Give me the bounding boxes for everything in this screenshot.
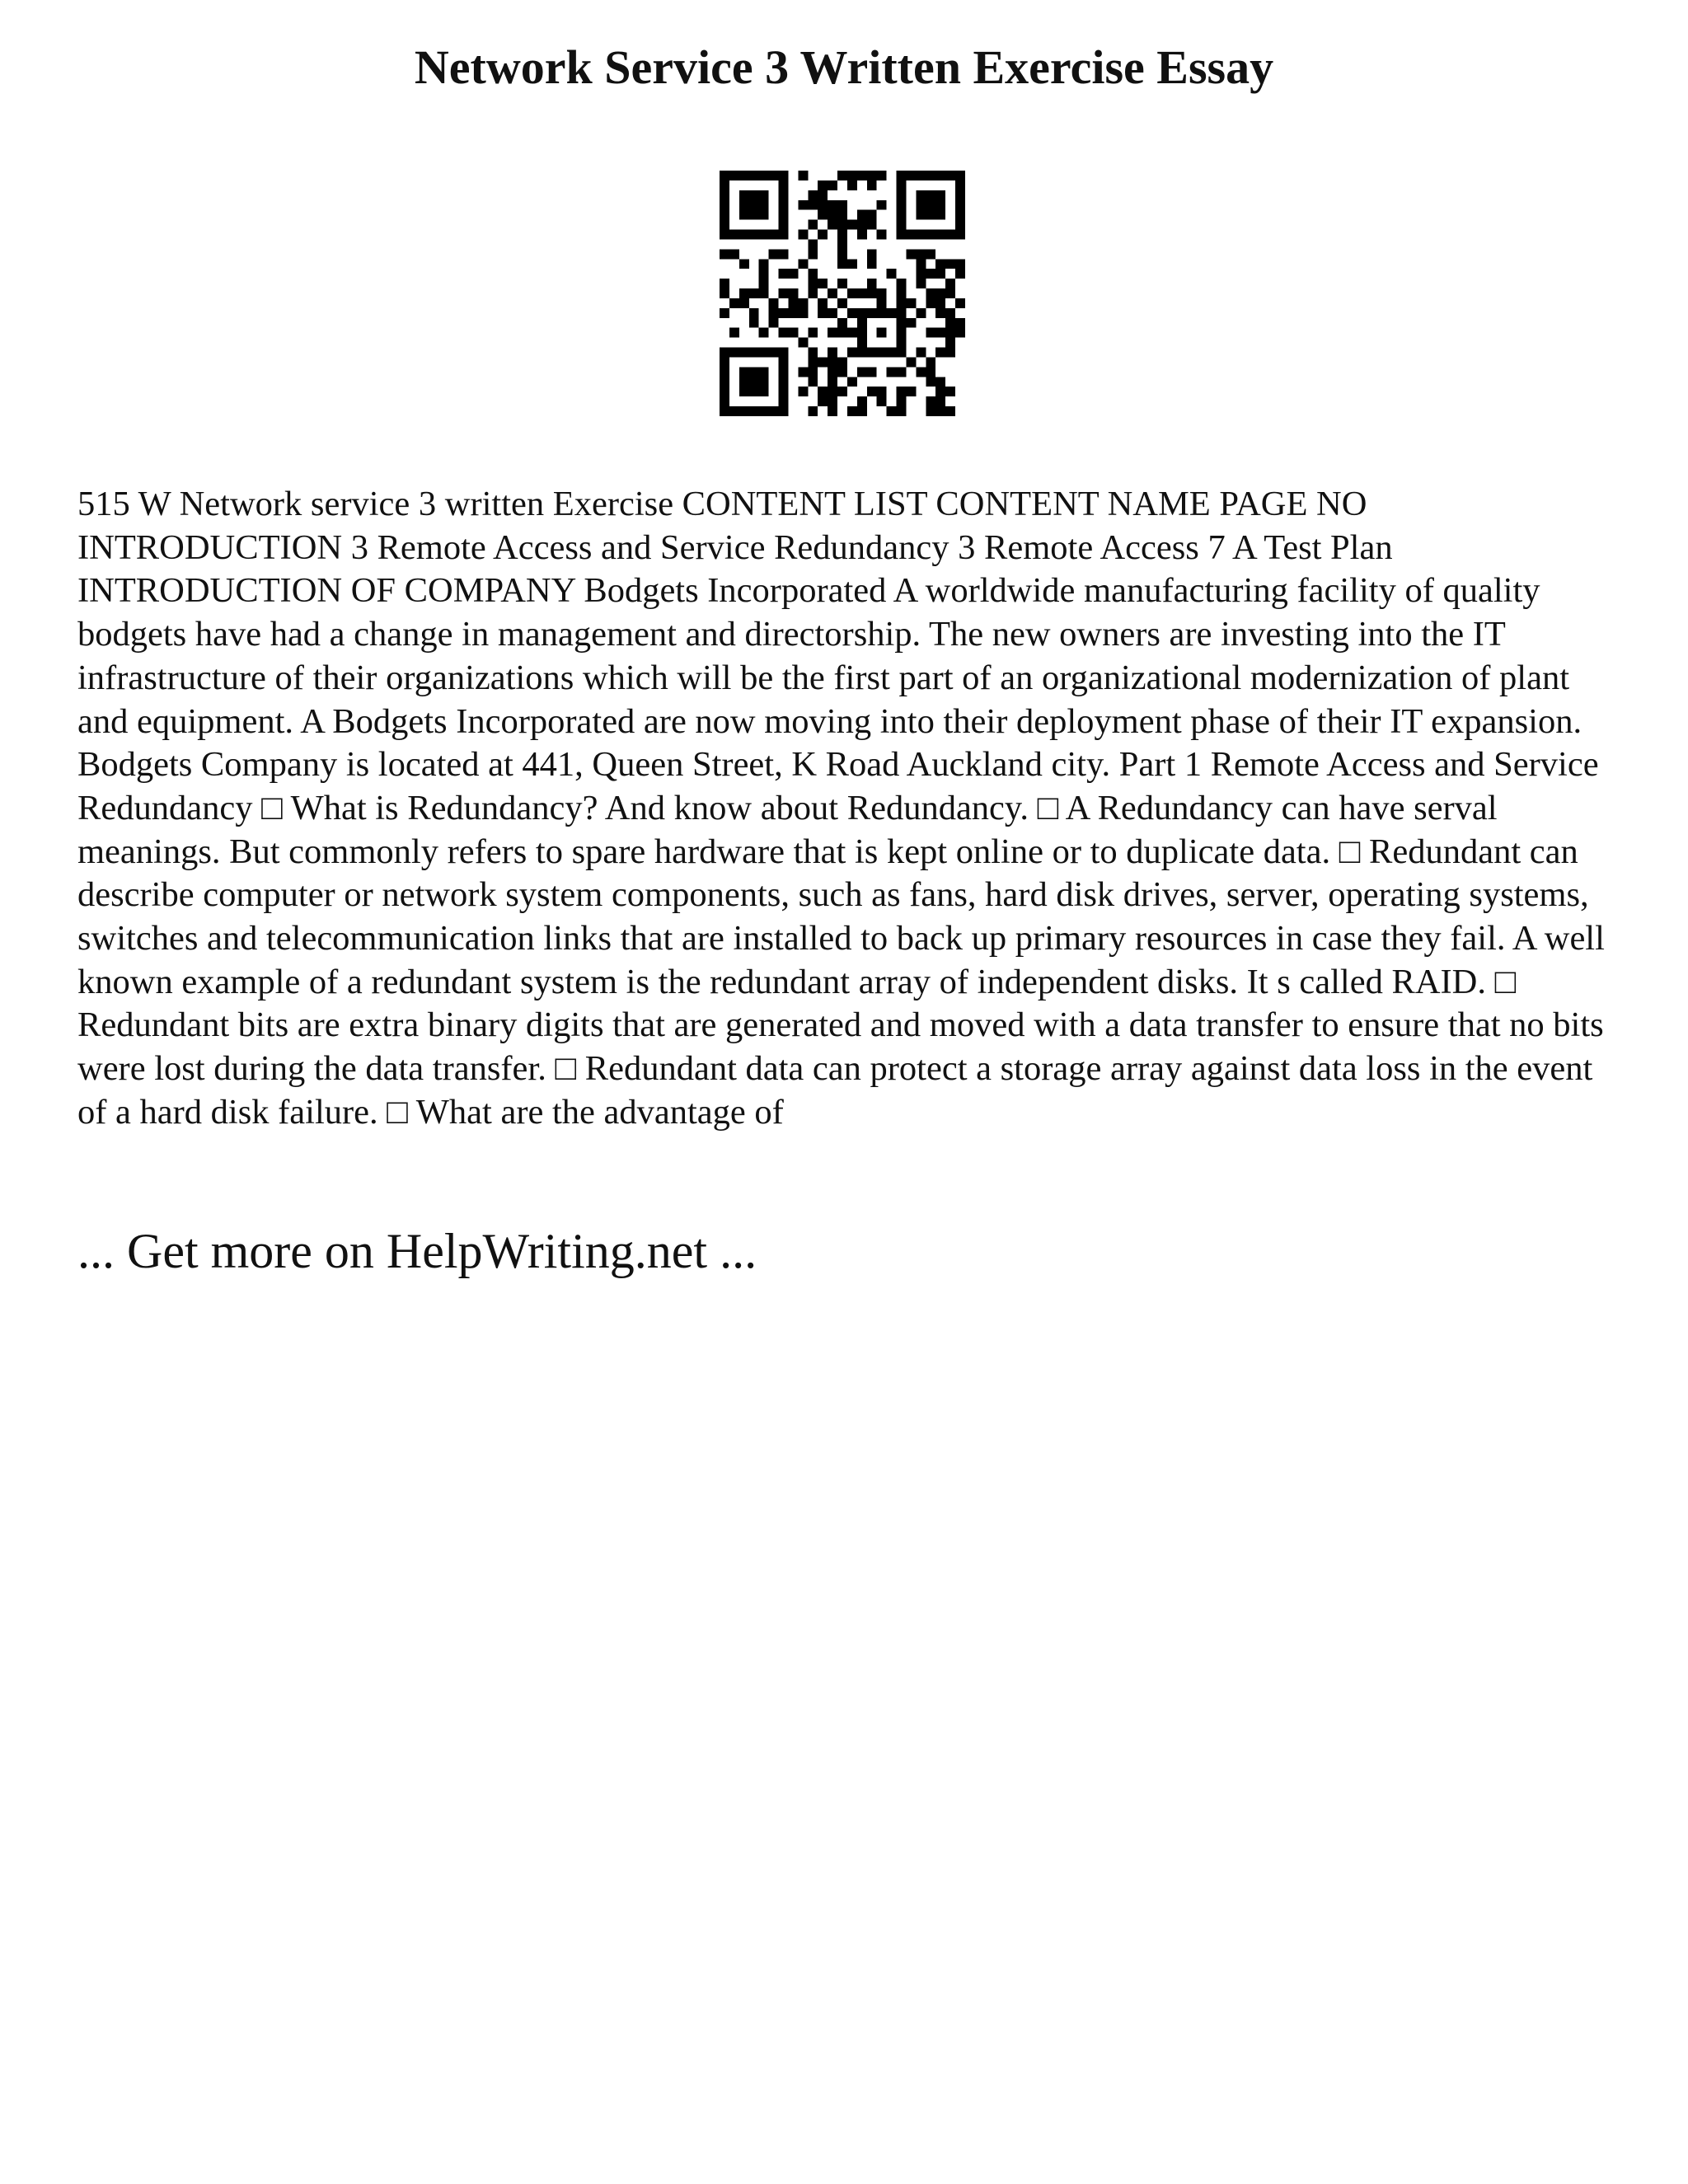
page-title: Network Service 3 Written Exercise Essay bbox=[414, 40, 1274, 94]
essay-body-text: 515 W Network service 3 written Exercise CONTENT LIST CONTENT NAME PAGE NO INTRODUCTION 3 Remote Access and Service Redundancy 3 Remote Access 7 A Test Plan INTRODUCTION OF COMPANY Bodgets Incorporated A worldwide manufacturing facility of quality bodgets have had a change in management and directorship. The new owners are investing into the IT infrastructure of their organizations which will be the first part of an organizational modernization of plant and equipment. A Bodgets Incorporated are now moving into their deployment phase of their IT expansion. Bodgets Company is located at 441, Queen Street, K Road Auckland city. Part 1 Remote Access and Service Redundancy □ What is Redundancy? And know about Redundancy. □ A Redundancy can have serval meanings. But commonly refers to spare hardware that is kept online or to duplicate data. □ Redundant can describe computer or network system components, such as fans, hard disk drives, server, operating systems, switches and telecommunication links that are installed to back up primary resources in case they fail. A well known example of a redundant system is the redundant array of independent disks. It s called RAID. □ Redundant bits are extra binary digits that are generated and moved with a data transfer to ensure that no bits were lost during the data transfer. □ Redundant data can protect a storage array against data loss in the event of a hard disk failure. □ What are the advantage of bbox=[77, 485, 1605, 1132]
get-more-link[interactable]: ... Get more on HelpWriting.net ... bbox=[77, 1224, 757, 1278]
qr-code-icon bbox=[720, 171, 965, 416]
